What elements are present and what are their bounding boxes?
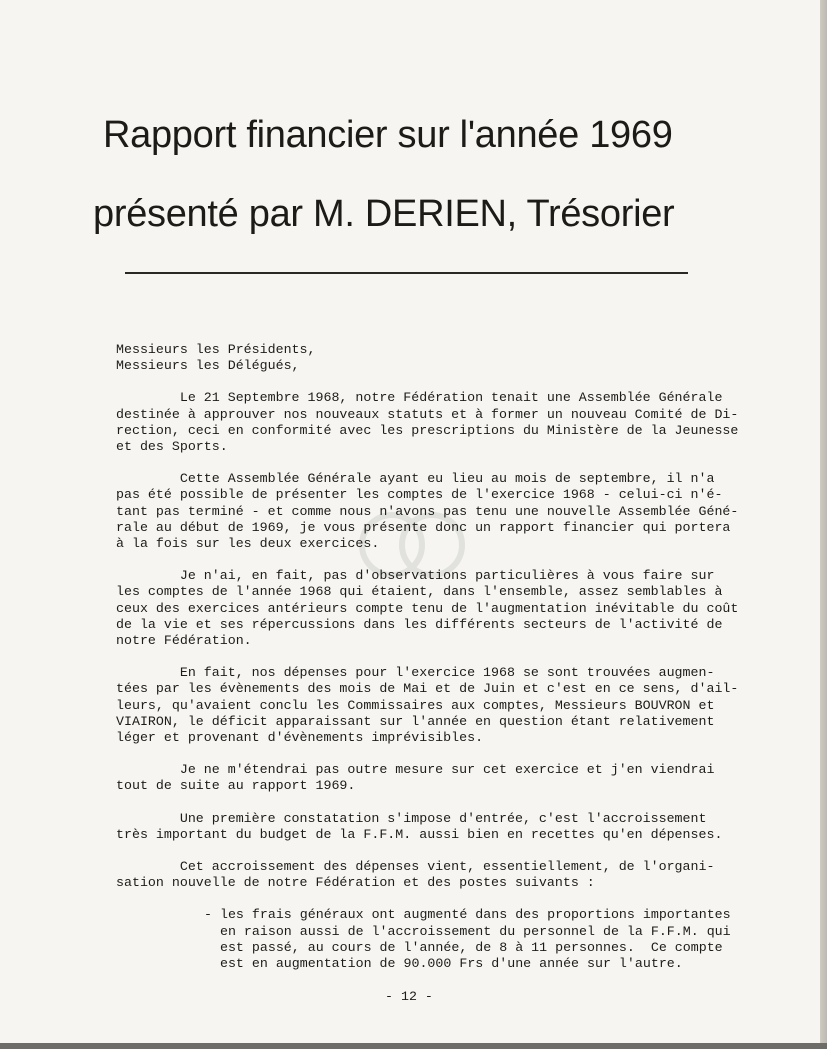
page-bottom-edge bbox=[0, 1043, 827, 1049]
bullet-item: - les frais généraux ont augmenté dans des proportions importantes en raison aussi de l'accroissement du personnel de la F.F.M. qui est passé, au cours de l'année, de 8 à 11 personnes. Ce compte est en augmentation de 90.000 Frs d'une année sur l'autre. bbox=[204, 907, 731, 972]
report-title: Rapport financier sur l'année 1969 bbox=[103, 114, 673, 156]
paragraph: Je ne m'étendrai pas outre mesure sur cet exercice et j'en viendrai tout de suite au rapport 1969. bbox=[116, 762, 715, 794]
title-divider bbox=[125, 272, 688, 274]
salutation-line: Messieurs les Délégués, bbox=[116, 358, 300, 374]
page-number: - 12 - bbox=[385, 989, 433, 1004]
report-subtitle: présenté par M. DERIEN, Trésorier bbox=[93, 193, 675, 235]
page-edge-shadow bbox=[820, 0, 827, 1049]
paragraph: Cet accroissement des dépenses vient, essentiellement, de l'organi- sation nouvelle de notre Fédération et des postes suivants : bbox=[116, 859, 715, 891]
paragraph: En fait, nos dépenses pour l'exercice 1968 se sont trouvées augmen- tées par les évènements des mois de Mai et de Juin et c'est en ce sens, d'ail- leurs, qu'avaient conclu les Commissaires aux comptes, Messieurs BOUVRON et VIAIRON, le déficit apparaissant sur l'année en question étant relativement léger et provenant d'évènements imprévisibles. bbox=[116, 665, 739, 746]
paragraph: Cette Assemblée Générale ayant eu lieu au mois de septembre, il n'a pas été possible de présenter les comptes de l'exercice 1968 - celui-ci n'é- tant pas terminé - et comme nous n'avons pas tenu une nouvelle Assemblée Géné- rale au début de 1969, je vous présente donc un rapport financier qui portera à la fois sur les deux exercices. bbox=[116, 471, 739, 552]
salutation-line: Messieurs les Présidents, bbox=[116, 342, 316, 357]
paragraph: Je n'ai, en fait, pas d'observations particulières à vous faire sur les comptes de l'année 1968 qui étaient, dans l'ensemble, assez semblables à ceux des exercices antérieurs compte tenu de l'augmentation inévitable du coût de la vie et ses répercussions dans les différents secteurs de l'activité de notre Fédération. bbox=[116, 568, 739, 649]
paragraph: Le 21 Septembre 1968, notre Fédération tenait une Assemblée Générale destinée à approuver nos nouveaux statuts et à former un nouveau Comité de Di- rection, ceci en conformité avec les prescriptions du Ministère de la Jeunesse et des Sports. bbox=[116, 390, 739, 455]
paragraph: Une première constatation s'impose d'entrée, c'est l'accroissement très important du budget de la F.F.M. aussi bien en recettes qu'en dépenses. bbox=[116, 810, 723, 842]
letter-body bbox=[116, 342, 780, 972]
